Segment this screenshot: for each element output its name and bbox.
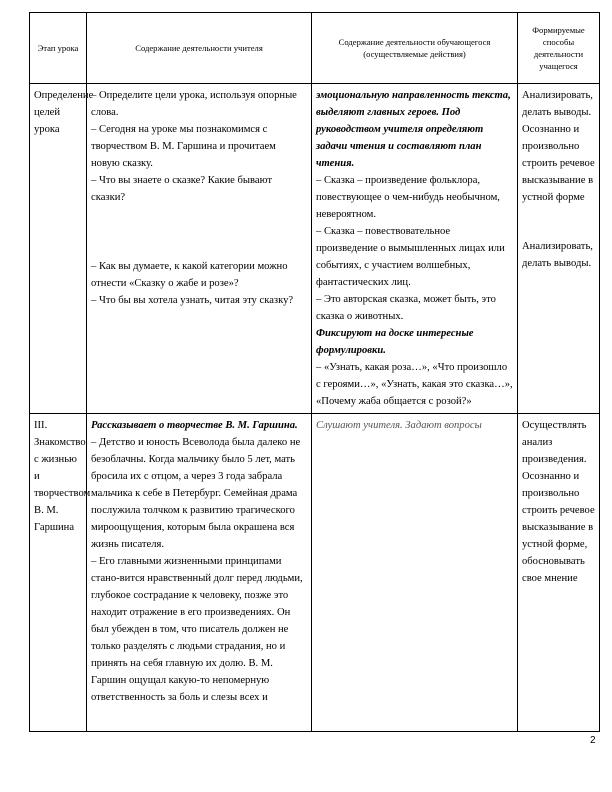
student-cell xyxy=(312,84,518,414)
student-cell xyxy=(312,414,518,732)
lesson-plan-table xyxy=(29,12,600,732)
student-line: Слушают учителя. Задают вопросы xyxy=(316,420,482,431)
stage-cell: III. Знакомство с жизнью и творчеством В. М. Гаршина xyxy=(30,414,87,732)
stage-cell: Определение целей урока xyxy=(30,84,87,414)
skills-cell xyxy=(518,84,600,414)
teacher-intro: Рассказывает о творчестве В. М. Гаршина. xyxy=(91,420,298,431)
header-student-activity: Содержание деятельности обучающегося (осуществляемые действия) xyxy=(312,13,518,84)
teacher-line: – Детство и юность Всеволода была далеко не безоблачны. Когда мальчику было 5 лет, мать бросила их с отцом, а через 3 года забрала мальчика к себе в Петербург. Семейная драма послужила толчком к развитию трагического мироощущения, которым была окрашена вся жизнь писателя. xyxy=(91,437,301,550)
header-stage: Этап урока xyxy=(30,13,87,84)
spacer xyxy=(522,206,595,238)
table-row xyxy=(30,414,600,732)
student-line: – Сказка – повествовательное произведение о вымышленных лицах или событиях, с участием волшебных, фантастических лиц. xyxy=(316,226,505,288)
skills-text: Анализировать, делать выводы. Осознанно и произвольно строить речевое высказывание в устной форме xyxy=(522,90,595,203)
skills-text: Осуществлять анализ произведения. Осознанно и произвольно строить речевое высказывание в устной форме, обосновывать свое мнение xyxy=(522,420,595,584)
teacher-line: – Что вы знаете о сказке? Какие бывают сказки? xyxy=(91,175,272,203)
teacher-cell xyxy=(87,84,312,414)
header-skills: Формируемые способы деятельности учащегося xyxy=(518,13,600,84)
table-header-row xyxy=(30,13,600,84)
skills-cell xyxy=(518,414,600,732)
teacher-line: – Сегодня на уроке мы познакомимся с творчеством В. М. Гаршина и прочитаем новую сказку. xyxy=(91,124,276,169)
student-line: – Это авторская сказка, может быть, это сказка о животных. xyxy=(316,294,496,322)
student-fix-note: Фиксируют на доске интересные формулировки. xyxy=(316,328,474,356)
student-line: – Сказка – произведение фольклора, повествующее о чем-нибудь необычном, невероятном. xyxy=(316,175,500,220)
student-line: – «Узнать, какая роза…», «Что произошло с героями…», «Узнать, какая это сказка…», «Почему жаба общается с розой?» xyxy=(316,362,513,407)
student-intro: эмоциональную направленность текста, выделяют главных героев. Под руководством учителя определяют задачи чтения и составляют план чтения. xyxy=(316,90,511,169)
teacher-cell xyxy=(87,414,312,732)
teacher-line: – Определите цели урока, используя опорные слова. xyxy=(91,90,297,118)
header-teacher-activity: Содержание деятельности учителя xyxy=(87,13,312,84)
teacher-line: – Его главными жизненными принципами стано-вится нравственный долг перед людьми, глубокое сострадание к человеку, позже это находит отражение в его произведениях. Он был убежден в том, что писатель должен не только разделять с людьми страдания, но и принять на себя главную их долю. В. М. Гаршин ощущал какую-то непомерную ответственность за боль и слезы всех и xyxy=(91,556,303,703)
spacer xyxy=(91,206,307,258)
table-row xyxy=(30,84,600,414)
skills-text: Анализировать, делать выводы. xyxy=(522,241,593,269)
teacher-line: – Что бы вы хотела узнать, читая эту сказку? xyxy=(91,295,294,306)
page-number: 2 xyxy=(590,735,596,746)
teacher-line: – Как вы думаете, к какой категории можно отнести «Сказку о жабе и розе»? xyxy=(91,261,288,289)
